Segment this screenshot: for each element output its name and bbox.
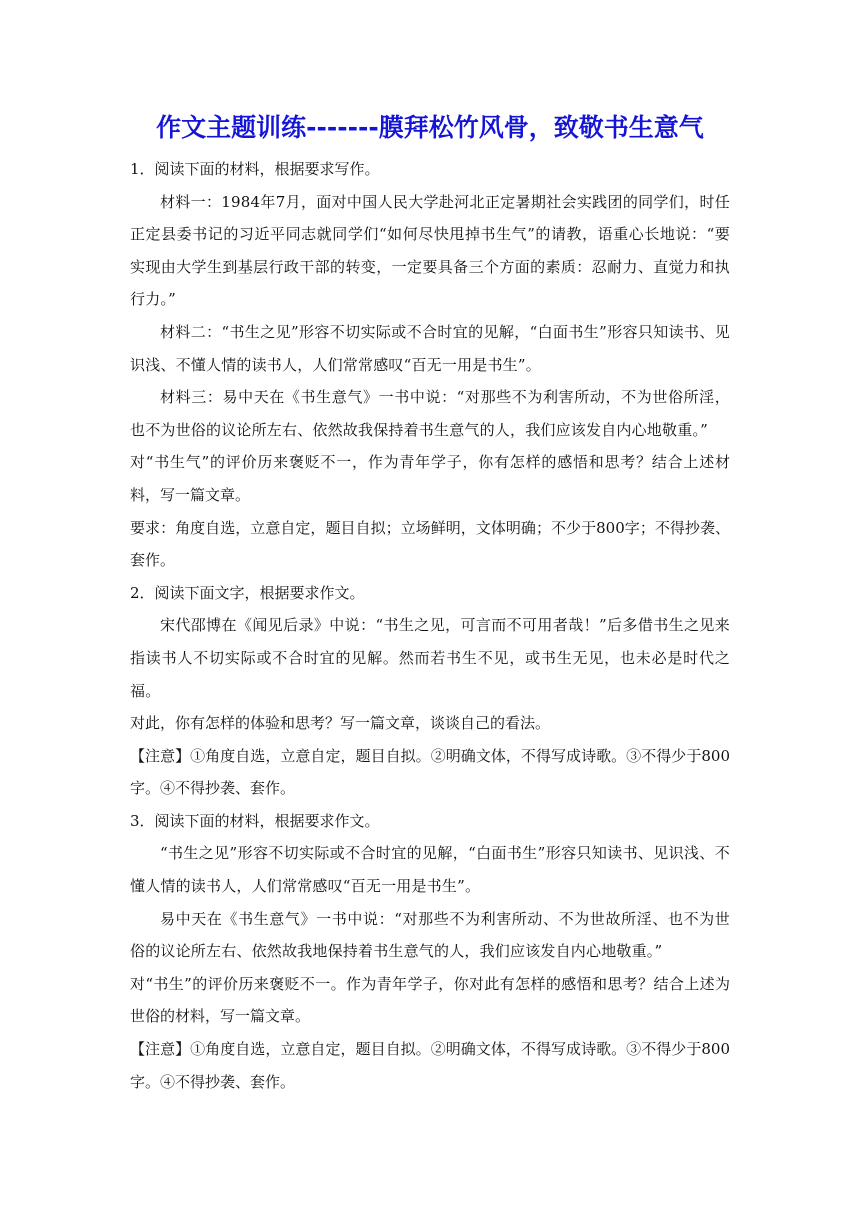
question-3-material-1: “书生之见”形容不切实际或不合时宜的见解，“白面书生”形容只知读书、见识浅、不懂人情的读书人，人们常常感叹“百无一用是书生”。 [130, 844, 730, 896]
question-2-material: 宋代邵博在《闻见后录》中说：“书生之见，可言而不可用者哉！”后多借书生之见来指读书人不切实际或不合时宜的见解。然而若书生不见，或书生无见，也未必是时代之福。 [130, 616, 730, 700]
question-1-material-3: 材料三：易中天在《书生意气》一书中说：“对那些不为利害所动，不为世俗所淫，也不为世俗的议论所左右、依然故我保持着书生意气的人，我们应该发自内心地敬重。” [130, 388, 730, 439]
question-1-material-1: 材料一：1984年7月，面对中国人民大学赴河北正定暑期社会实践团的同学们，时任正定县委书记的习近平同志就同学们“如何尽快甩掉书生气”的请教，语重心长地说：“要实现由大学生到基层行政干部的转变，一定要具备三个方面的素质：忍耐力、直觉力和执行力。” [130, 192, 730, 309]
question-1-requirements: 要求：角度自选，立意自定，题目自拟；立场鲜明，文体明确；不少于800字；不得抄袭、套作。 [130, 518, 730, 570]
question-1-material-2: 材料二：“书生之见”形容不切实际或不合时宜的见解，“白面书生”形容只知读书、见识浅、不懂人情的读书人，人们常常感叹“百无一用是书生”。 [130, 322, 730, 374]
question-3-material-2: 易中天在《书生意气》一书中说：“对那些不为利害所动、不为世故所淫、也不为世俗的议论所左右、依然故我地保持着书生意气的人，我们应该发自内心地敬重。” [130, 909, 730, 961]
question-3-heading: 3．阅读下面的材料，根据要求作文。 [130, 811, 380, 830]
question-2-prompt: 对此，你有怎样的体验和思考？写一篇文章，谈谈自己的看法。 [130, 714, 551, 733]
question-1-prompt: 对“书生气”的评价历来褒贬不一，作为青年学子，你有怎样的感悟和思考？结合上述材料，写一篇文章。 [130, 453, 730, 504]
question-2-heading: 2．阅读下面文字，根据要求作文。 [130, 583, 365, 602]
question-1-heading: 1．阅读下面的材料，根据要求写作。 [130, 160, 380, 178]
question-3-prompt: 对“书生”的评价历来褒贬不一。作为青年学子，你对此有怎样的感悟和思考？结合上述为世俗的材料，写一篇文章。 [130, 974, 730, 1026]
question-3-notes: 【注意】①角度自选，立意自定，题目自拟。②明确文体，不得写成诗歌。③不得少于800字。④不得抄袭、套作。 [130, 1040, 730, 1091]
document-body [130, 153, 730, 1098]
question-2-notes: 【注意】①角度自选，立意自定，题目自拟。②明确文体，不得写成诗歌。③不得少于800字。④不得抄袭、套作。 [130, 746, 730, 798]
document-title: 作文主题训练-------膜拜松竹风骨，致敬书生意气 [156, 113, 704, 142]
